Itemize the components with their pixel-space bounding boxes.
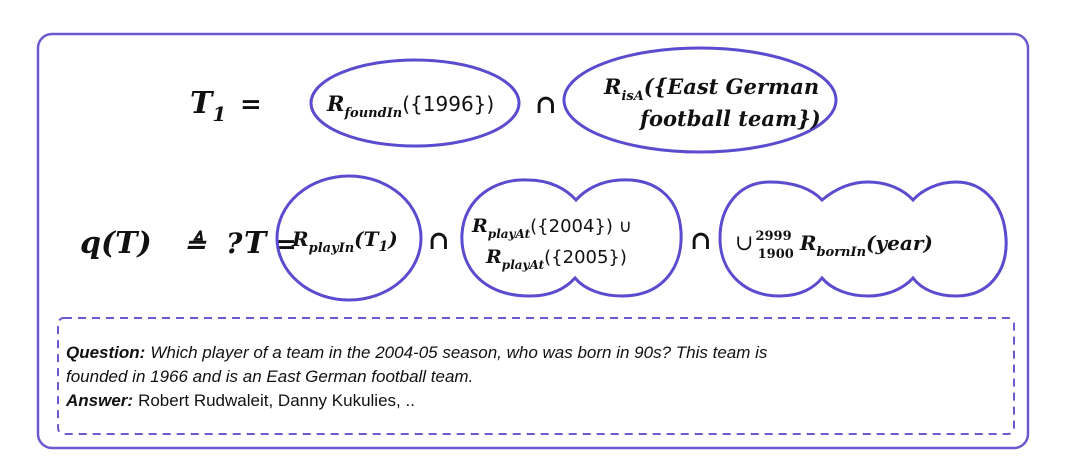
play-in-term: $R_{playIn}(T_1)$ — [292, 227, 398, 256]
row1-intersection: ∩ — [535, 90, 557, 120]
answer-line — [65, 391, 415, 410]
t1-var: T — [190, 86, 213, 121]
question-text-1: Which player of a team in the 2004-05 season, who was born in 90s? This team is — [150, 343, 768, 362]
q-arg: (T) — [100, 226, 152, 261]
play-at-term-1: $R_{playAt}(\{2004\})$ ∪ — [472, 215, 632, 241]
answer-label: Answer: — [66, 391, 134, 410]
t1-equals: = — [240, 90, 262, 120]
q-symbol: q — [80, 226, 101, 261]
question-line-2: founded in 1966 and is an East German football team. — [66, 367, 474, 386]
t1-sub: 1 — [212, 102, 227, 126]
question-label: Question: — [66, 343, 146, 362]
is-a-term-line2: football team}) — [640, 106, 821, 131]
answer-text: Robert Rudwaleit, Danny Kukulies, .. — [138, 391, 415, 410]
question-line-1 — [66, 343, 768, 362]
is-a-term-line1: $R_{isA}(\{East$ German — [604, 74, 820, 104]
query-var: T — [244, 226, 267, 261]
svg-text:T1 — [190, 86, 226, 126]
def-symbol: ≜ — [184, 230, 206, 260]
row2-intersection-2: ∩ — [690, 226, 712, 256]
born-in-term: ∪ $^{2999}$ 1900 $R_{bornIn}(year)$ — [735, 229, 933, 262]
row2-lhs — [80, 226, 297, 261]
found-in-term: $R_{foundIn}(\{1996\})$ — [327, 91, 495, 121]
query-mark: ? — [226, 227, 243, 260]
is-a-ellipse — [564, 48, 836, 152]
row2-equals: = — [275, 230, 297, 260]
svg-text:q(T) — [80, 226, 152, 261]
play-at-term-2: $R_{playAt}(\{2005\})$ — [486, 246, 627, 272]
row1-lhs — [190, 86, 262, 126]
row2-intersection-1: ∩ — [428, 226, 450, 256]
